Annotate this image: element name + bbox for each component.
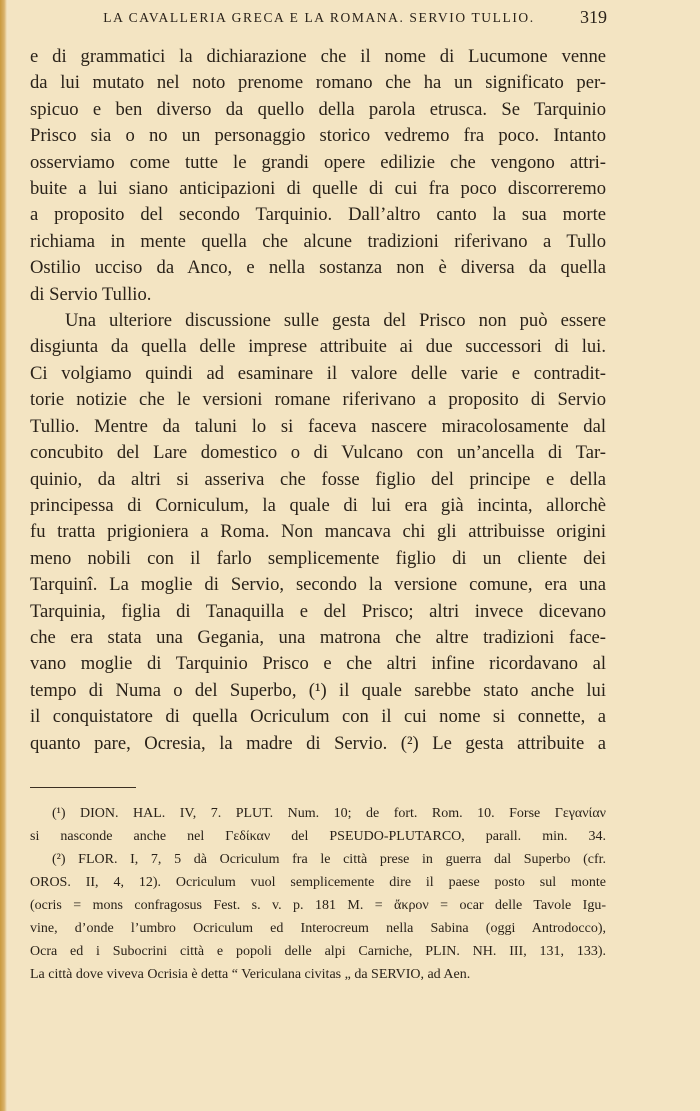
text-line: disgiunta da quella delle imprese attribuite ai due successori di lui. — [30, 336, 606, 358]
text-line: quanto pare, Ocresia, la madre di Servio. (²) Le gesta attribuite a — [30, 732, 606, 754]
text-line: che era stata una Gegania, una matrona che altre tradizioni face- — [30, 626, 606, 648]
text-line: principessa di Corniculum, la quale di lui era già incinta, allorchè — [30, 494, 606, 516]
text-line: osserviamo come tutte le grandi opere edilizie che vengono attri- — [30, 151, 606, 173]
footnote-line: si nasconde anche nel Γεδίκαν del PSEUDO-PLUTARCO, parall. min. 34. — [30, 829, 606, 844]
text-line: meno nobili con il farlo semplicemente figlio di un cliente dei — [30, 547, 606, 569]
text-line: concubito del Lare domestico o di Vulcano con un’ancella di Tar- — [30, 442, 606, 464]
text-line: fu tratta prigioniera a Roma. Non mancava chi gli attribuisse origini — [30, 521, 606, 543]
text-line: a proposito del secondo Tarquinio. Dall’altro canto la sua morte — [30, 204, 606, 226]
page-number: 319 — [580, 7, 607, 27]
footnote-line: Ocra ed i Subocrini città e popoli delle alpi Carniche, PLIN. NH. III, 131, 133). — [30, 944, 606, 959]
text-line: Prisco sia o no un personaggio storico vedremo fra poco. Intanto — [30, 125, 606, 147]
text-line: torie notizie che le versioni romane riferivano a proposito di Servio — [30, 389, 606, 411]
text-line: di Servio Tullio. — [30, 283, 152, 305]
footnote-line: (ocris = mons confragosus Fest. s. v. p. 181 M. = ἄκρον = ocar delle Tavole Igu- — [30, 898, 606, 913]
text-line: da lui mutato nel noto prenome romano che ha un significato per- — [30, 72, 606, 94]
footnote-line: (¹) DION. HAL. IV, 7. PLUT. Num. 10; de fort. Rom. 10. Forse Γεγανίαν — [52, 806, 606, 821]
text-line: tempo di Numa o del Superbo, (¹) il quale sarebbe stato anche lui — [30, 679, 606, 701]
text-line: vano moglie di Tarquinio Prisco e che altri infine ricordavano al — [30, 653, 606, 675]
page-binding-edge — [0, 0, 7, 1111]
text-line: Una ulteriore discussione sulle gesta del Prisco non può essere — [65, 310, 606, 332]
text-line: e di grammatici la dichiarazione che il nome di Lucumone venne — [30, 46, 606, 67]
text-line: spicuo e ben diverso da quello della parola etrusca. Se Tarquinio — [30, 98, 606, 120]
text-line: buite a lui siano anticipazioni di quelle di cui fra poco discorreremo — [30, 178, 606, 200]
text-line: Ci volgiamo quindi ad esaminare il valore delle varie e contradit- — [30, 362, 606, 384]
text-line: Tarquinî. La moglie di Servio, secondo la versione comune, era una — [30, 574, 606, 596]
footnotes — [30, 802, 606, 986]
text-line: il conquistatore di quella Ocriculum con il cui nome si connette, a — [30, 706, 606, 728]
main-text — [30, 44, 606, 757]
text-line: quinio, da altri si asseriva che fosse figlio del principe e della — [30, 468, 606, 490]
footnote-line: vine, d’onde l’umbro Ocriculum ed Interocreum nella Sabina (oggi Antrodocco), — [30, 921, 606, 936]
footnote-line: OROS. II, 4, 12). Ocriculum vuol semplicemente dire il paese posto sul monte — [30, 875, 606, 890]
text-line: Tullio. Mentre da taluni lo si faceva nascere miracolosamente dal — [30, 415, 606, 437]
running-header: LA CAVALLERIA GRECA E LA ROMANA. SERVIO TULLIO. — [103, 10, 535, 25]
text-line: richiama in mente quella che alcune tradizioni riferivano a Tullo — [30, 230, 606, 252]
footnote-line: La città dove viveva Ocrisia è detta “ Vericulana civitas „ da SERVIO, ad Aen. — [30, 967, 471, 982]
footnote-rule — [30, 787, 136, 788]
text-line: Ostilio ucciso da Anco, e nella sostanza non è diversa da quella — [30, 257, 606, 279]
footnote-line: (²) FLOR. I, 7, 5 dà Ocriculum fra le città prese in guerra dal Superbo (cfr. — [52, 852, 606, 867]
text-line: Tarquinia, figlia di Tanaquilla e del Prisco; altri invece dicevano — [30, 600, 606, 622]
